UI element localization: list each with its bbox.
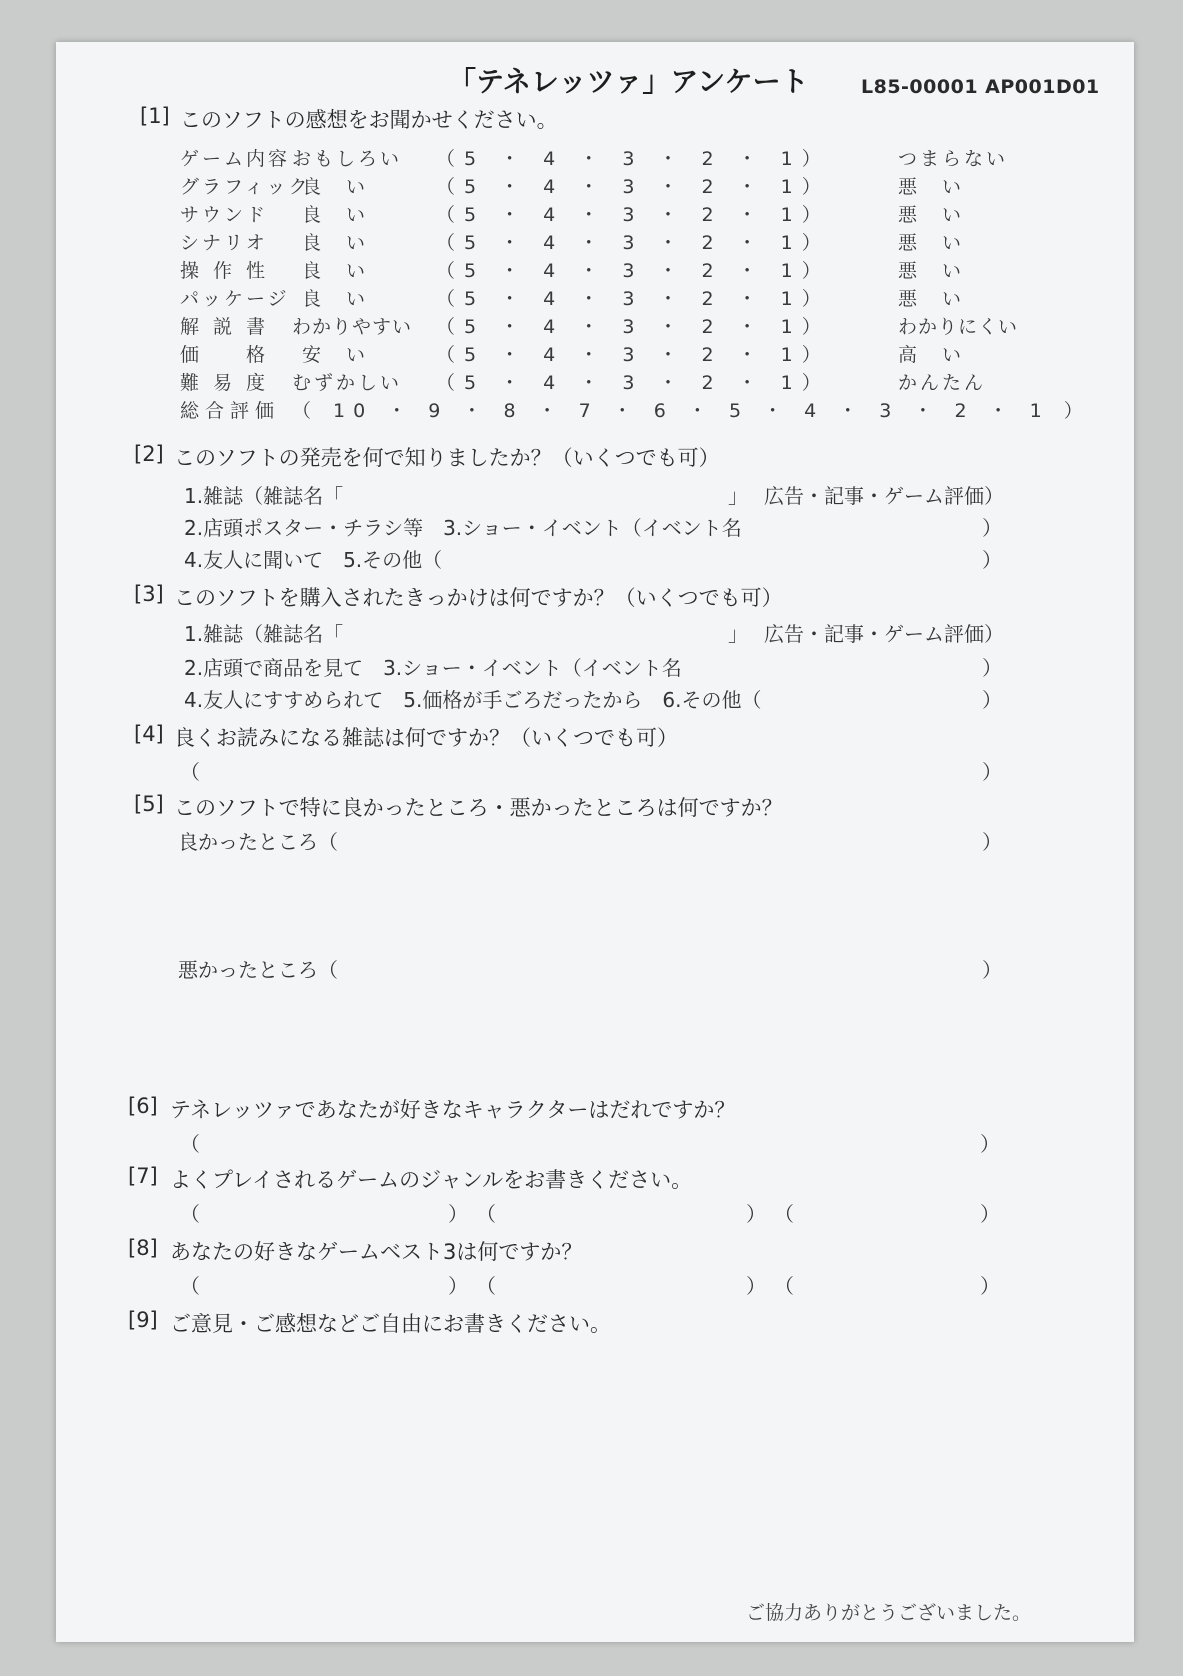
genre-field-2[interactable]: （ bbox=[476, 1202, 496, 1226]
close-paren: ） bbox=[980, 1202, 1000, 1226]
close-paren: ） bbox=[746, 1202, 766, 1226]
q2-close-paren: ） bbox=[982, 516, 1002, 540]
best-game-field-3[interactable]: （ bbox=[774, 1274, 794, 1298]
rating-negative: 悪 い bbox=[898, 176, 965, 198]
q7-text: よくプレイされるゲームのジャンルをお書きください。 bbox=[170, 1168, 693, 1192]
q3-magazine-bracket: 」 bbox=[728, 622, 748, 646]
rating-negative: 高 い bbox=[898, 344, 965, 366]
rating-scale[interactable]: （5 ・ 4 ・ 3 ・ 2 ・ 1） bbox=[436, 316, 830, 338]
q2-number: [2] bbox=[134, 442, 164, 466]
q3-text: このソフトを購入されたきっかけは何ですか？（いくつでも可） bbox=[174, 586, 783, 610]
q3-close-paren: ） bbox=[982, 688, 1002, 712]
rating-label: シナリオ bbox=[180, 232, 268, 254]
q2-option-poster-event[interactable]: 2.店頭ポスター・チラシ等 3.ショー・イベント（イベント名 bbox=[184, 516, 742, 540]
rating-positive: 良 い bbox=[302, 260, 369, 282]
rating-negative: つまらない bbox=[898, 148, 1009, 170]
rating-negative: 悪 い bbox=[898, 260, 965, 282]
q3-option-magazine[interactable]: 1.雑誌（雑誌名「 bbox=[184, 622, 344, 646]
rating-scale[interactable]: （5 ・ 4 ・ 3 ・ 2 ・ 1） bbox=[436, 232, 830, 254]
rating-label: サウンド bbox=[180, 204, 269, 226]
overall-label: 総合評価 bbox=[180, 400, 281, 422]
q5-number: [5] bbox=[134, 792, 164, 816]
survey-title: 「テネレッツァ」アンケート bbox=[448, 65, 809, 98]
close-paren: ） bbox=[448, 1202, 468, 1226]
rating-label: グラフィック bbox=[180, 176, 311, 198]
q6-number: [6] bbox=[128, 1094, 158, 1118]
rating-label: 価 格 bbox=[180, 344, 280, 366]
rating-scale[interactable]: （5 ・ 4 ・ 3 ・ 2 ・ 1） bbox=[436, 372, 830, 394]
rating-scale[interactable]: （5 ・ 4 ・ 3 ・ 2 ・ 1） bbox=[436, 204, 830, 226]
q2-text: このソフトの発売を何で知りましたか？（いくつでも可） bbox=[174, 446, 720, 470]
rating-label: ゲーム内容 bbox=[180, 148, 291, 170]
rating-label: パッケージ bbox=[180, 288, 290, 310]
q3-option-store-event[interactable]: 2.店頭で商品を見て 3.ショー・イベント（イベント名 bbox=[184, 656, 682, 680]
comments-area[interactable] bbox=[170, 1342, 990, 1582]
q3-option-friend-price-other[interactable]: 4.友人にすすめられて 5.価格が手ごろだったから 6.その他（ bbox=[184, 688, 762, 712]
q5-bad-points[interactable]: 悪かったところ（ bbox=[178, 958, 338, 982]
rating-positive: わかりやすい bbox=[292, 316, 413, 338]
product-code: L85-00001 AP001D01 bbox=[861, 76, 1100, 98]
rating-scale[interactable]: （5 ・ 4 ・ 3 ・ 2 ・ 1） bbox=[436, 176, 830, 198]
q2-magazine-tail: 広告・記事・ゲーム評価） bbox=[764, 484, 1004, 508]
rating-positive: むずかしい bbox=[292, 372, 403, 394]
best-game-field-1[interactable]: （ bbox=[180, 1274, 200, 1298]
q6-close-paren: ） bbox=[980, 1132, 1000, 1156]
genre-field-3[interactable]: （ bbox=[774, 1202, 794, 1226]
rating-positive: 良 い bbox=[302, 232, 369, 254]
q7-number: [7] bbox=[128, 1164, 158, 1188]
close-paren: ） bbox=[980, 1274, 1000, 1298]
q3-number: [3] bbox=[134, 582, 164, 606]
q4-number: [4] bbox=[134, 722, 164, 746]
rating-label: 難易度 bbox=[180, 372, 280, 394]
q4-text: 良くお読みになる雑誌は何ですか？（いくつでも可） bbox=[174, 726, 678, 750]
q9-text: ご意見・ご感想などご自由にお書きください。 bbox=[170, 1312, 611, 1336]
rating-positive: 良 い bbox=[302, 204, 369, 226]
rating-scale[interactable]: （5 ・ 4 ・ 3 ・ 2 ・ 1） bbox=[436, 148, 830, 170]
close-paren: ） bbox=[746, 1274, 766, 1298]
q4-open-paren[interactable]: （ bbox=[180, 760, 200, 784]
rating-negative: 悪 い bbox=[898, 204, 965, 226]
overall-scale[interactable]: （ 10 ・ 9 ・ 8 ・ 7 ・ 6 ・ 5 ・ 4 ・ 3 ・ 2 ・ 1 ） bbox=[292, 400, 1091, 422]
q2-option-friend-other[interactable]: 4.友人に聞いて 5.その他（ bbox=[184, 548, 443, 572]
q6-open-paren[interactable]: （ bbox=[180, 1132, 200, 1156]
q5-text: このソフトで特に良かったところ・悪かったところは何ですか？ bbox=[174, 796, 783, 820]
rating-negative: 悪 い bbox=[898, 232, 965, 254]
q2-close-paren: ） bbox=[982, 548, 1002, 572]
q1-number: [1] bbox=[140, 104, 170, 128]
q1-text: このソフトの感想をお聞かせください。 bbox=[180, 108, 558, 132]
q5-close-paren: ） bbox=[982, 958, 1002, 982]
close-paren: ） bbox=[448, 1274, 468, 1298]
rating-label: 解説書 bbox=[180, 316, 280, 338]
rating-negative: かんたん bbox=[898, 372, 987, 394]
rating-scale[interactable]: （5 ・ 4 ・ 3 ・ 2 ・ 1） bbox=[436, 344, 830, 366]
q8-number: [8] bbox=[128, 1236, 158, 1260]
thanks-message: ご協力ありがとうございました。 bbox=[746, 1602, 1032, 1624]
q6-text: テネレッツァであなたが好きなキャラクターはだれですか？ bbox=[170, 1098, 736, 1122]
q5-close-paren: ） bbox=[982, 830, 1002, 854]
q9-number: [9] bbox=[128, 1308, 158, 1332]
q4-close-paren: ） bbox=[982, 760, 1002, 784]
genre-field-1[interactable]: （ bbox=[180, 1202, 200, 1226]
q8-text: あなたの好きなゲームベスト3は何ですか？ bbox=[170, 1240, 583, 1264]
rating-positive: 良 い bbox=[302, 176, 369, 198]
rating-positive: おもしろい bbox=[292, 148, 403, 170]
rating-label: 操作性 bbox=[180, 260, 280, 282]
rating-negative: 悪 い bbox=[898, 288, 965, 310]
rating-scale[interactable]: （5 ・ 4 ・ 3 ・ 2 ・ 1） bbox=[436, 260, 830, 282]
rating-positive: 良 い bbox=[302, 288, 369, 310]
q2-magazine-bracket: 」 bbox=[728, 484, 748, 508]
q2-option-magazine[interactable]: 1.雑誌（雑誌名「 bbox=[184, 484, 344, 508]
rating-positive: 安 い bbox=[302, 344, 369, 366]
rating-negative: わかりにくい bbox=[898, 316, 1019, 338]
survey-card bbox=[56, 42, 1134, 1642]
q3-close-paren: ） bbox=[982, 656, 1002, 680]
q5-good-points[interactable]: 良かったところ（ bbox=[178, 830, 338, 854]
best-game-field-2[interactable]: （ bbox=[476, 1274, 496, 1298]
rating-scale[interactable]: （5 ・ 4 ・ 3 ・ 2 ・ 1） bbox=[436, 288, 830, 310]
q3-magazine-tail: 広告・記事・ゲーム評価） bbox=[764, 622, 1004, 646]
